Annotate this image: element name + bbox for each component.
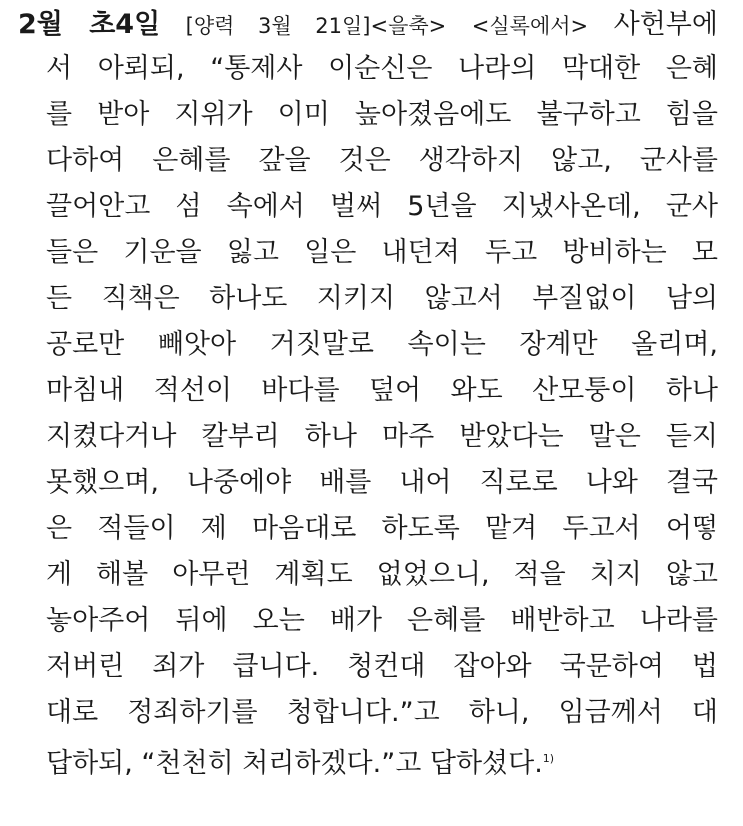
text-line-17-text: 답하되, “천천히 처리하겠다.”고 답하셨다. xyxy=(46,748,543,779)
source-tag: <실록에서> xyxy=(471,14,589,38)
text-line-17 xyxy=(46,741,554,782)
text-line-4: 다하여 은혜를 갚을 것은 생각하지 않고, 군사를 xyxy=(46,145,718,176)
text-line-6: 들은 기운을 잃고 일은 내던져 두고 방비하는 모 xyxy=(46,237,718,268)
solar-date: [양력 3월 21일] xyxy=(185,14,371,38)
text-line-10: 지켰다거나 칼부리 하나 마주 받았다는 말은 듣지 xyxy=(46,421,718,452)
text-line-5: 끌어안고 섬 속에서 벌써 5년을 지냈사온데, 군사 xyxy=(46,191,718,222)
entry-date: 2월 초4일 xyxy=(18,9,161,40)
footnote-marker: 1) xyxy=(542,752,555,765)
text-line-13: 게 해볼 아무런 계획도 없었으니, 적을 치지 않고 xyxy=(46,559,718,590)
text-line-7: 든 직책은 하나도 지키지 않고서 부질없이 남의 xyxy=(46,283,718,314)
text-line-15: 저버린 죄가 큽니다. 청컨대 잡아와 국문하여 법 xyxy=(46,651,718,682)
text-line-3: 를 받아 지위가 이미 높아졌음에도 불구하고 힘을 xyxy=(46,99,718,130)
text-line-1: 사헌부에 xyxy=(613,9,718,40)
text-line-11: 못했으며, 나중에야 배를 내어 직로로 나와 결국 xyxy=(46,467,718,498)
text-line-9: 마침내 적선이 바다를 덮어 와도 산모퉁이 하나 xyxy=(46,375,718,406)
text-line-16: 대로 정죄하기를 청합니다.”고 하니, 임금께서 대 xyxy=(46,697,718,728)
text-line-8: 공로만 빼앗아 거짓말로 속이는 장계만 올리며, xyxy=(46,329,718,360)
year-tag: <을축> xyxy=(370,14,447,38)
text-line-2: 서 아뢰되, “통제사 이순신은 나라의 막대한 은혜 xyxy=(46,53,718,84)
text-line-14: 놓아주어 뒤에 오는 배가 은혜를 배반하고 나라를 xyxy=(46,605,718,636)
text-line-12: 은 적들이 제 마음대로 하도록 맡겨 두고서 어떻 xyxy=(46,513,718,544)
entry-heading-line xyxy=(18,7,718,44)
